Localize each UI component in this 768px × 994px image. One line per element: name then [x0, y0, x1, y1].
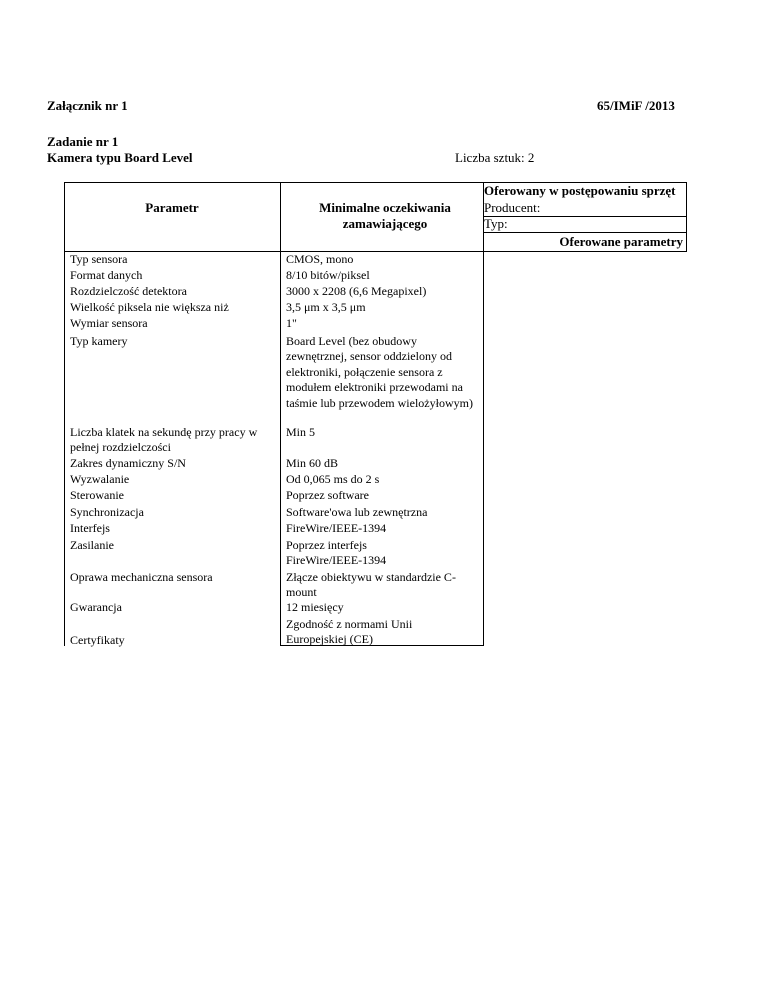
param-value: Min 60 dB: [286, 456, 339, 470]
column-header-expected: Minimalne oczekiwania zamawiającego: [319, 200, 451, 231]
param-value: Złącze obiektywu w standardzie C-mount: [286, 570, 456, 600]
offer-title: Oferowany w postępowaniu sprzęt: [484, 183, 676, 198]
param-label: Typ kamery: [70, 334, 128, 348]
param-label: Format danych: [70, 268, 143, 282]
offered-parameters-label: Oferowane parametry: [559, 234, 683, 249]
param-value: 3000 x 2208 (6,6 Megapixel): [286, 284, 427, 298]
param-value: 3,5 μm x 3,5 μm: [286, 300, 366, 314]
param-value: 8/10 bitów/piksel: [286, 268, 370, 282]
param-value: Min 5: [286, 425, 316, 439]
param-label: Oprawa mechaniczna sensora: [70, 570, 213, 584]
param-value: Software'owa lub zewnętrzna: [286, 505, 428, 519]
param-label: Wyzwalanie: [70, 472, 130, 486]
param-label: Gwarancja: [70, 600, 122, 614]
param-label: Synchronizacja: [70, 505, 144, 519]
param-label: Interfejs: [70, 521, 110, 535]
param-label: Certyfikaty: [70, 633, 125, 647]
param-value: Poprzez software: [286, 488, 369, 502]
type-label: Typ:: [484, 216, 508, 231]
param-value: Board Level (bez obudowy zewnętrznej, sensor oddzielony od elektroniki, połączenie sensora z modułem elektroniki przewodami na taśmie lub przewodem wielożyłowym): [286, 334, 473, 410]
param-value: 12 miesięcy: [286, 600, 344, 614]
subject-title: Kamera typu Board Level: [47, 150, 193, 165]
param-value: FireWire/IEEE-1394: [286, 521, 387, 535]
param-value: Poprzez interfejs FireWire/IEEE-1394: [286, 538, 387, 568]
param-label: Zasilanie: [70, 538, 114, 552]
param-label: Rozdzielczość detektora: [70, 284, 187, 298]
param-label: Wymiar sensora: [70, 316, 148, 330]
param-value: Od 0,065 ms do 2 s: [286, 472, 380, 486]
reference-number: 65/IMiF /2013: [597, 98, 675, 113]
param-label: Zakres dynamiczny S/N: [70, 456, 186, 470]
column-header-parameter: Parametr: [145, 200, 199, 215]
param-value: 1": [286, 316, 297, 330]
task-label: Zadanie nr 1: [47, 134, 119, 149]
annex-label: Załącznik nr 1: [47, 98, 128, 113]
producer-label: Producent:: [484, 200, 541, 215]
param-label: Wielkość piksela nie większa niż: [70, 300, 229, 314]
param-value: CMOS, mono: [286, 252, 354, 266]
param-label: Sterowanie: [70, 488, 124, 502]
quantity-label: Liczba sztuk: 2: [455, 150, 535, 165]
param-label: Typ sensora: [70, 252, 128, 266]
param-label: Liczba klatek na sekundę przy pracy w pełnej rozdzielczości: [70, 425, 258, 455]
param-value: Zgodność z normami Unii Europejskiej (CE): [286, 617, 413, 647]
